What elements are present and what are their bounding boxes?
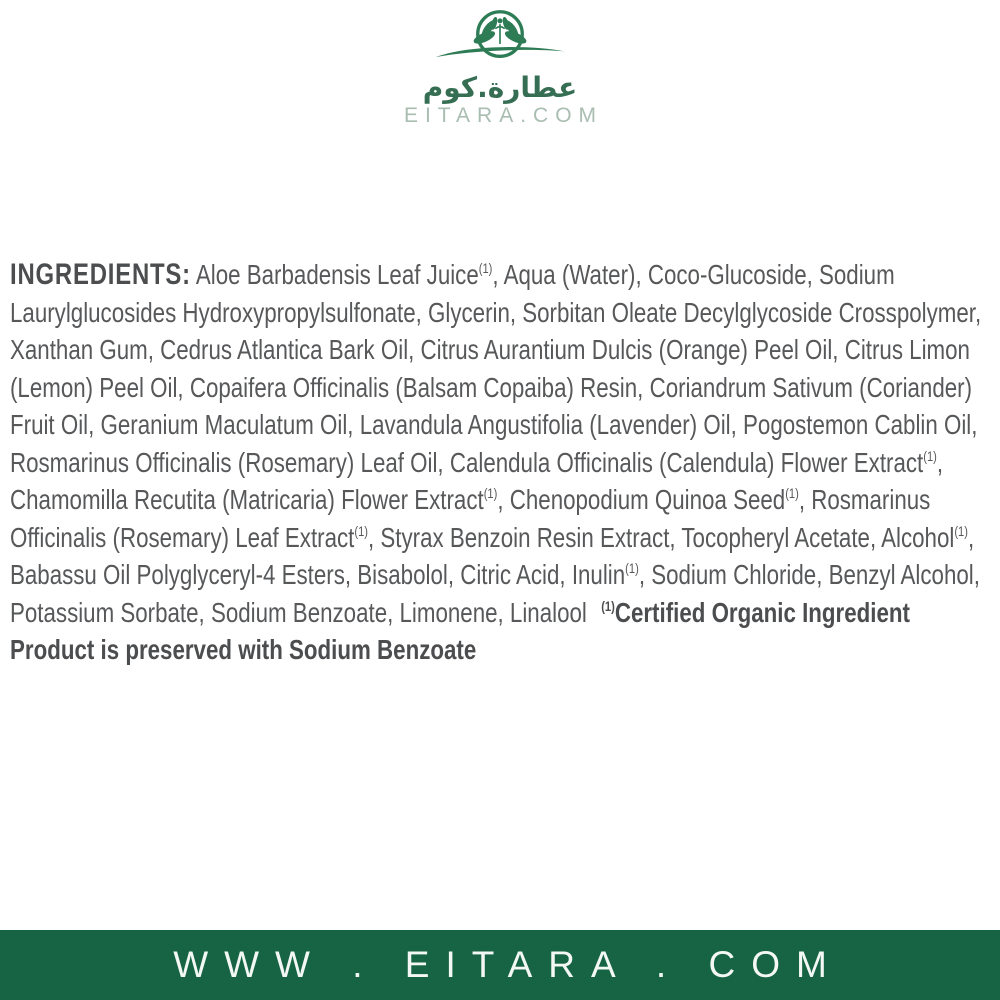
- preservative-note: Product is preserved with Sodium Benzoate: [10, 634, 477, 665]
- brand-name-latin: EITARA.COM: [403, 104, 604, 127]
- brand-name-arabic: عطارة.كوم: [422, 71, 578, 104]
- footer-website-url: WWW . EITARA . COM: [173, 944, 843, 985]
- footer-bar: [0, 930, 1000, 1000]
- ingredients-text: INGREDIENTS: Aloe Barbadensis Leaf Juice$^{(1)}$, Aqua (Water), Coco-Glucoside, Sodium Laurylglucosides Hydroxypropylsulfonate, Glycerin, Sorbitan Oleate Decylglycoside Crosspolymer, Xanthan Gum, Cedrus Atlantica Bark Oil, Citrus Aurantium Dulcis (Orange) Peel Oil, Citrus Limon (Lemon) Peel Oil, Copaifera Officinalis (Balsam Copaiba) Resin, Coriandrum Sativum (Coriander) Fruit Oil, Geranium Maculatum Oil, Lavandula Angustifolia (Lavender) Oil, Pogostemon Cablin Oil, Rosmarinus Officinalis (Rosemary) Leaf Oil, Calendula Officinalis (Calendula) Flower Extract$^{(1)}$, Chamomilla Recutita (Matricaria) Flower Extract$^{(1)}$, Chenopodium Quinoa Seed$^{(1)}$, Rosmarinus Officinalis (Rosemary) Leaf Extract$^{(1)}$, Styrax Benzoin Resin Extract, Tocopheryl Acetate, Alcohol$^{(1)}$, Babassu Oil Polyglyceryl-4 Esters, Bisabolol, Citric Acid, Inulin$^{(1)}$, Sodium Chloride, Benzyl Alcohol, Potassium Sorbate, Sodium Benzoate, Limonene, Linalool $^{(1)}$Certified Organic Ingredient: [10, 258, 982, 628]
- brand-header: [0, 6, 1000, 127]
- ingredients-paragraph: [10, 256, 990, 669]
- eitara-plant-logo-icon: [434, 6, 566, 72]
